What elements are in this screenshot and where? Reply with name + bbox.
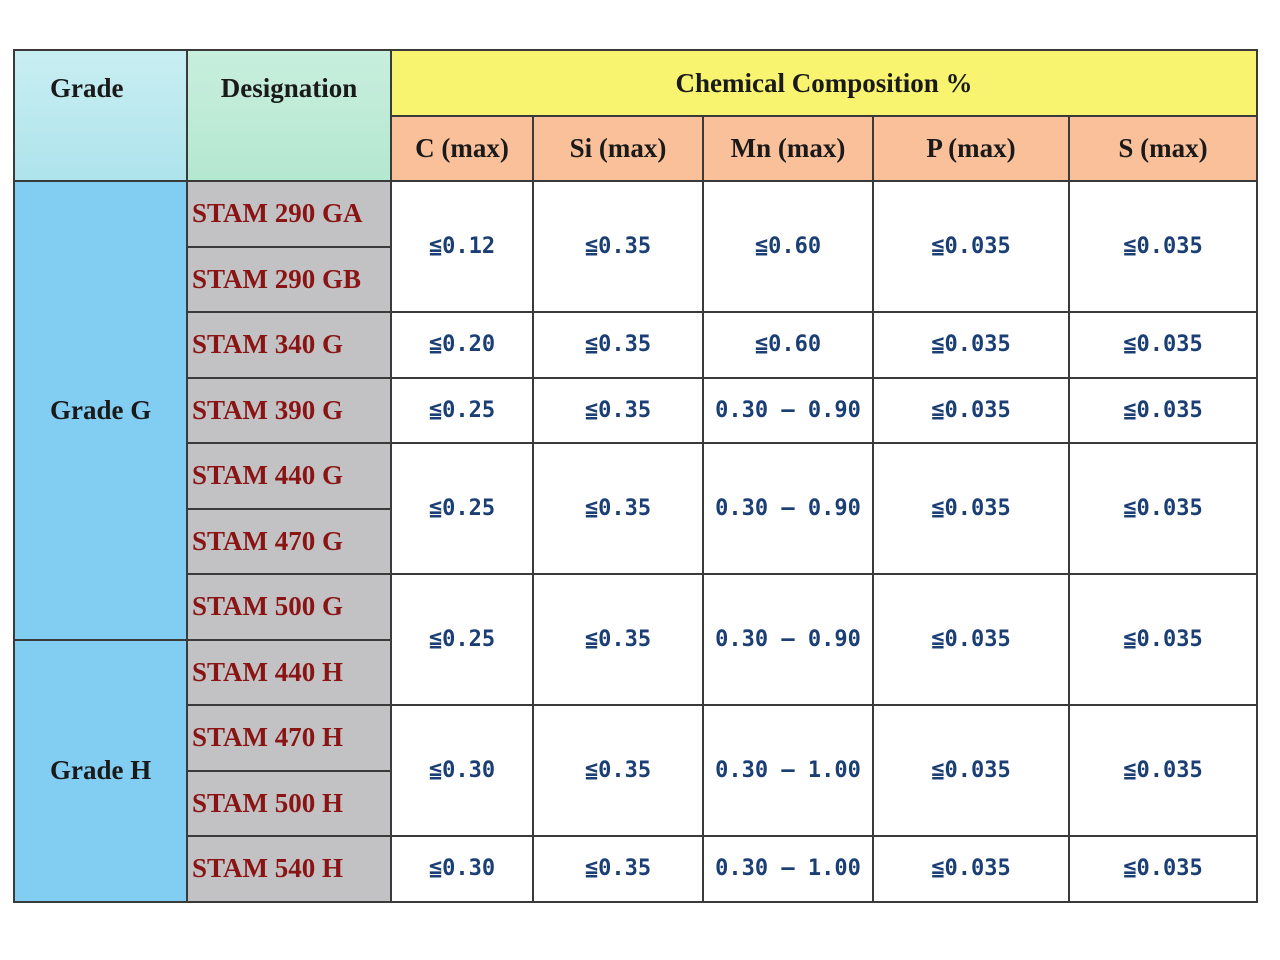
grade-g-cell: Grade G — [14, 181, 187, 640]
si-value: ≦0.35 — [533, 312, 703, 378]
table-row — [14, 574, 1257, 640]
mn-value: ≦0.60 — [703, 312, 873, 378]
si-value: ≦0.35 — [533, 378, 703, 444]
chemical-composition-table — [13, 49, 1258, 903]
designation-cell: STAM 440 G — [187, 443, 391, 509]
s-value: ≦0.035 — [1069, 443, 1257, 574]
designation-cell: STAM 500 H — [187, 771, 391, 837]
mn-max-header: Mn (max) — [703, 116, 873, 181]
s-value: ≦0.035 — [1069, 705, 1257, 836]
si-value: ≦0.35 — [533, 443, 703, 574]
mn-value: ≦0.60 — [703, 181, 873, 312]
p-value: ≦0.035 — [873, 378, 1069, 444]
c-value: ≦0.25 — [391, 378, 533, 444]
p-value: ≦0.035 — [873, 705, 1069, 836]
header-row-top — [14, 50, 1257, 116]
designation-cell: STAM 290 GB — [187, 247, 391, 313]
s-value: ≦0.035 — [1069, 312, 1257, 378]
s-value: ≦0.035 — [1069, 181, 1257, 312]
designation-cell: STAM 470 H — [187, 705, 391, 771]
designation-cell: STAM 340 G — [187, 312, 391, 378]
table-row — [14, 312, 1257, 378]
chemical-composition-header: Chemical Composition % — [391, 50, 1257, 116]
p-value: ≦0.035 — [873, 836, 1069, 902]
s-max-header: S (max) — [1069, 116, 1257, 181]
s-value: ≦0.035 — [1069, 836, 1257, 902]
grade-header: Grade — [14, 50, 187, 181]
mn-value: 0.30 – 0.90 — [703, 574, 873, 705]
designation-cell: STAM 290 GA — [187, 181, 391, 247]
p-value: ≦0.035 — [873, 181, 1069, 312]
c-value: ≦0.30 — [391, 836, 533, 902]
table-row — [14, 705, 1257, 771]
grade-h-cell: Grade H — [14, 640, 187, 902]
c-value: ≦0.12 — [391, 181, 533, 312]
si-value: ≦0.35 — [533, 574, 703, 705]
si-value: ≦0.35 — [533, 705, 703, 836]
c-value: ≦0.20 — [391, 312, 533, 378]
designation-cell: STAM 540 H — [187, 836, 391, 902]
si-value: ≦0.35 — [533, 836, 703, 902]
mn-value: 0.30 – 1.00 — [703, 705, 873, 836]
p-value: ≦0.035 — [873, 574, 1069, 705]
designation-cell: STAM 470 G — [187, 509, 391, 575]
designation-cell: STAM 440 H — [187, 640, 391, 706]
c-max-header: C (max) — [391, 116, 533, 181]
p-max-header: P (max) — [873, 116, 1069, 181]
si-value: ≦0.35 — [533, 181, 703, 312]
c-value: ≦0.30 — [391, 705, 533, 836]
composition-table-container — [13, 49, 1258, 903]
designation-header: Designation — [187, 50, 391, 181]
p-value: ≦0.035 — [873, 443, 1069, 574]
table-row — [14, 181, 1257, 247]
table-row — [14, 443, 1257, 509]
s-value: ≦0.035 — [1069, 574, 1257, 705]
table-row — [14, 378, 1257, 444]
designation-cell: STAM 500 G — [187, 574, 391, 640]
mn-value: 0.30 – 1.00 — [703, 836, 873, 902]
mn-value: 0.30 – 0.90 — [703, 443, 873, 574]
designation-cell: STAM 390 G — [187, 378, 391, 444]
c-value: ≦0.25 — [391, 443, 533, 574]
table-row — [14, 836, 1257, 902]
p-value: ≦0.035 — [873, 312, 1069, 378]
si-max-header: Si (max) — [533, 116, 703, 181]
c-value: ≦0.25 — [391, 574, 533, 705]
mn-value: 0.30 – 0.90 — [703, 378, 873, 444]
s-value: ≦0.035 — [1069, 378, 1257, 444]
